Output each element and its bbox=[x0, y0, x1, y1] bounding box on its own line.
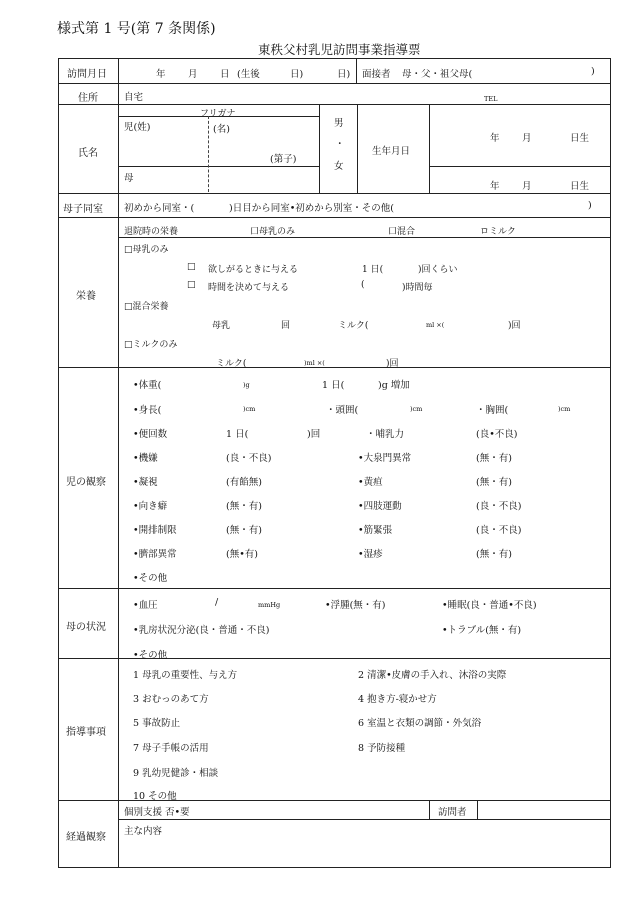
form-number: 様式第 1 号(第 7 条関係) bbox=[57, 21, 216, 37]
individual-support: 個別支援 否•要 bbox=[124, 807, 190, 818]
rooming-text: 初めから同室・( bbox=[124, 203, 195, 214]
nutrition-label: 栄養 bbox=[76, 291, 96, 302]
main-contents: 主な内容 bbox=[124, 826, 163, 837]
interviewee-options: 母・父・祖父母( bbox=[402, 69, 473, 80]
address-label: 住所 bbox=[78, 93, 98, 104]
guidance-label: 指導事項 bbox=[66, 727, 106, 738]
sex-female: 女 bbox=[334, 161, 344, 172]
sex-male: 男 bbox=[334, 118, 344, 129]
rooming-label: 母子同室 bbox=[63, 204, 103, 215]
visit-date-label: 訪問月日 bbox=[67, 69, 107, 80]
address-value: 自宅 bbox=[124, 92, 144, 103]
mother-name: 母 bbox=[124, 173, 134, 184]
child-surname: 児(姓) bbox=[124, 122, 151, 133]
interviewee-label: 面接者 bbox=[362, 69, 391, 80]
name-label: 氏名 bbox=[78, 148, 98, 159]
form-title: 東秩父村乳児訪問事業指導票 bbox=[258, 42, 421, 57]
progress-label: 経過観察 bbox=[66, 832, 106, 843]
mother-status-label: 母の状況 bbox=[66, 622, 106, 633]
child-obs-label: 児の観察 bbox=[66, 477, 106, 488]
dob-label: 生年月日 bbox=[372, 146, 411, 157]
child-given: (名) bbox=[213, 124, 230, 135]
birth-order: (第子) bbox=[270, 154, 297, 165]
tel-label: TEL bbox=[484, 95, 498, 103]
visitor-label: 訪問者 bbox=[438, 807, 467, 818]
furigana: フリガナ bbox=[200, 109, 236, 119]
